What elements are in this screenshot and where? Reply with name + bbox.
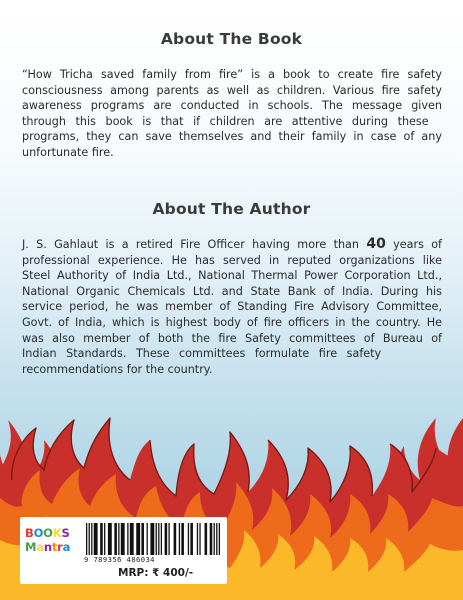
about-author-line: Indian Standards. These committees formulate fire safety [22,347,382,361]
barcode-bar [219,523,220,555]
about-author-line: service period, he was member of Standing Fire Advisory Committee, [22,300,442,314]
barcode-bar [141,523,144,555]
barcode-bar [190,523,193,555]
barcode-bar [94,523,98,555]
barcode-bar [118,523,119,555]
barcode-bar [199,523,200,555]
about-author-paragraph [22,237,442,377]
barcode-panel [20,517,227,584]
about-book-line: programs, they can save themselves and their family in case of any [22,130,442,144]
isbn-digits: 9 789356 486034 [84,555,155,564]
barcode-bar [150,523,154,555]
barcode-bar [197,523,198,555]
barcode-bar [89,523,90,555]
barcode-bar [161,523,162,555]
about-author-line: professional experience. He has served in reputed organizations like [22,253,442,267]
barcode-bar [147,523,148,555]
about-book-line: consciousness among parents as well as children. Various fire safety [22,83,442,97]
barcode-bar [127,523,128,555]
about-book-paragraph [22,67,442,161]
barcode-bar [91,523,92,555]
barcode-bar [158,523,159,555]
barcode-bar [100,523,103,555]
barcode-bar [181,523,184,555]
barcode-bar [156,523,157,555]
barcode-bar [179,523,180,555]
years-number: 40 [366,236,386,252]
about-book-line: unfortunate fire. [22,145,114,159]
barcode [84,523,222,555]
about-author-heading: About The Author [152,200,311,218]
barcode-bar [114,523,117,555]
barcode-bar [168,523,169,555]
logo-word-books: BOOKS [25,526,70,540]
about-author-line: was also member of both the fire Safety committees of Bureau of [22,331,442,345]
logo-word-mantra: Mantra [25,540,71,554]
barcode-bar [214,523,215,555]
about-author-line: J. S. Gahlaut is a retired Fire Officer having more than 40 years of [22,236,443,252]
barcode-bar [104,523,105,555]
barcode-bar [210,523,213,555]
barcode-bar [121,523,125,555]
barcode-bar [86,523,87,555]
publisher-logo [25,525,75,561]
about-author-line: recommendations for the country. [22,362,213,376]
price-label: MRP: ₹ 400/- [118,567,194,579]
about-book-line: awareness programs are conducted in schools. The message given [22,99,442,113]
about-author-line: National Organic Chemicals Ltd. and State Bank of India. During his [22,284,442,298]
barcode-bar [108,523,112,555]
about-book-line: “How Tricha saved family from fire” is a book to create fire safety [22,68,442,81]
about-book-line: through this book is that if children are attentive during these [22,114,429,128]
barcode-bar [216,523,217,555]
barcode-bar [174,523,177,555]
about-author-line: Govt. of India, which is highest body of fire officers in the country. He [22,315,442,329]
barcode-bar [130,523,134,555]
barcode-bar [205,523,208,555]
about-author-line: Steel Authority of India Ltd., National Thermal Power Corporation Ltd., [22,269,442,283]
about-book-heading: About The Book [160,30,303,48]
barcode-bar [165,523,168,555]
barcode-bar [188,523,189,555]
barcode-bar [136,523,140,555]
